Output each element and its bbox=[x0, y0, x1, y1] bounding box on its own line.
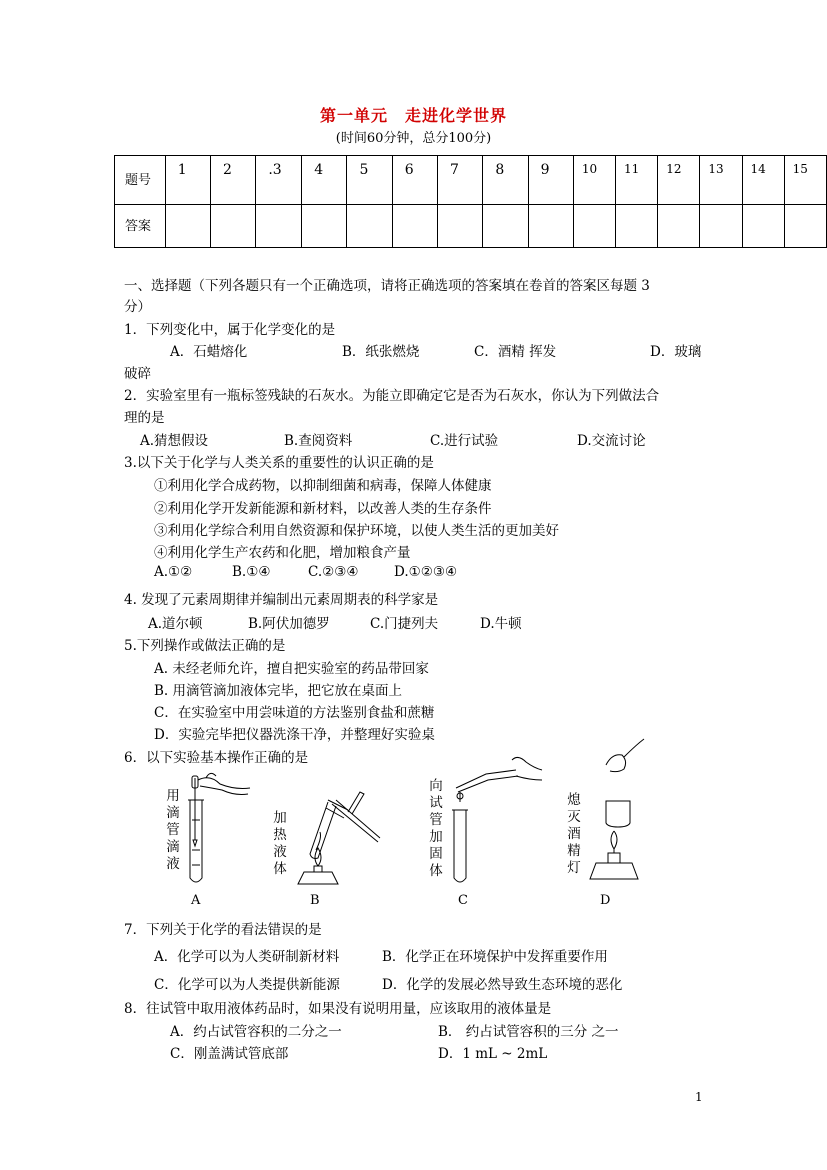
page-number: 1 bbox=[695, 1090, 703, 1104]
q5-option-b: B. 用滴管滴加液体完毕，把它放在桌面上 bbox=[154, 683, 403, 699]
q3-statement-4: ④利用化学生产农药和化肥，增加粮食产量 bbox=[154, 545, 411, 561]
answer-cell[interactable] bbox=[658, 205, 700, 248]
q1-option-b: B．纸张燃烧 bbox=[342, 344, 420, 360]
section-heading: 一、选择题（下列各题只有一个正确选项，请将正确选项的答案填在卷首的答案区每题 3 bbox=[124, 278, 650, 294]
q8-option-b: B． 约占试管容积的三分 之一 bbox=[438, 1024, 619, 1040]
answer-cell[interactable] bbox=[528, 205, 573, 248]
fig-c-label: C bbox=[458, 893, 468, 908]
fig-d-label: D bbox=[600, 893, 611, 908]
question-number-cell: 5 bbox=[347, 156, 392, 205]
q1-option-c: C．酒精 挥发 bbox=[474, 344, 557, 360]
answer-table-header-answer: 答案 bbox=[115, 205, 166, 248]
q7-stem: 7．下列关于化学的看法错误的是 bbox=[124, 922, 322, 938]
q3-statement-1: ①利用化学合成药物，以抑制细菌和病毒，保障人体健康 bbox=[154, 478, 492, 494]
answer-cell[interactable] bbox=[256, 205, 302, 248]
q2-option-d: D.交流讨论 bbox=[577, 433, 646, 449]
answer-cell[interactable] bbox=[742, 205, 784, 248]
fig-a-caption: 用滴管滴液 bbox=[166, 788, 180, 872]
q1-option-d-cont: 破碎 bbox=[124, 366, 151, 382]
q1-option-a: A．石蜡熔化 bbox=[170, 344, 248, 360]
question-number-cell: 4 bbox=[302, 156, 347, 205]
answer-table-answer-row bbox=[115, 205, 827, 248]
q3-statement-3: ③利用化学综合利用自然资源和保护环境，以使人类生活的更加美好 bbox=[154, 523, 559, 539]
heating-liquid-figure bbox=[288, 772, 388, 892]
q2-stem-cont: 理的是 bbox=[124, 410, 165, 426]
q5-option-d: D．实验完毕把仪器洗涤干净，并整理好实验桌 bbox=[154, 727, 435, 743]
answer-cell[interactable] bbox=[700, 205, 742, 248]
answer-cell[interactable] bbox=[165, 205, 210, 248]
q5-option-a: A. 未经老师允许，擅自把实验室的药品带回家 bbox=[154, 661, 429, 677]
answer-cell[interactable] bbox=[211, 205, 256, 248]
answer-cell[interactable] bbox=[347, 205, 392, 248]
q3-option-b: B.①④ bbox=[232, 564, 271, 580]
question-number-cell: 15 bbox=[784, 156, 826, 205]
q6-stem: 6．以下实验基本操作正确的是 bbox=[124, 750, 309, 766]
answer-cell[interactable] bbox=[784, 205, 826, 248]
fig-b-caption: 加热液体 bbox=[273, 810, 287, 877]
answer-table bbox=[114, 155, 827, 248]
question-number-cell: 14 bbox=[742, 156, 784, 205]
question-number-cell: 12 bbox=[658, 156, 700, 205]
extinguishing-lamp-figure bbox=[584, 735, 654, 895]
q5-option-c: C．在实验室中用尝味道的方法鉴别食盐和蔗糖 bbox=[154, 705, 435, 721]
page-title: 第一单元 走进化学世界 bbox=[319, 106, 507, 125]
answer-cell[interactable] bbox=[616, 205, 658, 248]
q7-option-c: C．化学可以为人类提供新能源 bbox=[154, 977, 340, 993]
q8-option-a: A．约占试管容积的二分之一 bbox=[170, 1024, 342, 1040]
question-number-cell: 1 bbox=[165, 156, 210, 205]
fig-a-label: A bbox=[191, 893, 201, 908]
fig-d-caption: 熄灭酒精灯 bbox=[567, 792, 581, 876]
question-number-cell: 2 bbox=[211, 156, 256, 205]
q2-option-a: A.猜想假设 bbox=[140, 433, 209, 449]
q2-option-b: B.查阅资料 bbox=[284, 433, 353, 449]
q1-stem: 1．下列变化中，属于化学变化的是 bbox=[124, 322, 336, 338]
answer-cell[interactable] bbox=[392, 205, 437, 248]
fig-b-label: B bbox=[310, 893, 320, 908]
q8-option-c: C．刚盖满试管底部 bbox=[170, 1046, 289, 1062]
question-number-cell: 6 bbox=[392, 156, 437, 205]
q4-option-c: C.门捷列夫 bbox=[370, 616, 439, 632]
q3-statement-2: ②利用化学开发新能源和新材料，以改善人类的生存条件 bbox=[154, 501, 492, 517]
answer-cell[interactable] bbox=[483, 205, 528, 248]
question-number-cell: 10 bbox=[573, 156, 615, 205]
q4-option-a: A.道尔顿 bbox=[148, 616, 203, 632]
q3-option-a: A.①② bbox=[154, 564, 193, 580]
q2-stem: 2．实验室里有一瓶标签残缺的石灰水。为能立即确定它是否为石灰水，你认为下列做法合 bbox=[124, 388, 660, 404]
dropper-into-tube-figure bbox=[180, 770, 255, 890]
answer-cell[interactable] bbox=[302, 205, 347, 248]
answer-cell[interactable] bbox=[438, 205, 483, 248]
q7-option-b: B．化学正在环境保护中发挥重要作用 bbox=[382, 949, 608, 965]
q3-option-c: C.②③④ bbox=[308, 564, 359, 580]
question-number-cell: .3 bbox=[256, 156, 302, 205]
q3-stem: 3.以下关于化学与人类关系的重要性的认识正确的是 bbox=[124, 455, 434, 471]
q4-option-d: D.牛顿 bbox=[480, 616, 522, 632]
q8-stem: 8．往试管中取用液体药品时，如果没有说明用量，应该取用的液体量是 bbox=[124, 1001, 552, 1017]
q7-option-d: D．化学的发展必然导致生态环境的恶化 bbox=[382, 977, 623, 993]
page-subtitle: (时间60分钟，总分100分) bbox=[335, 131, 492, 146]
fig-c-caption: 向试管加固体 bbox=[429, 778, 443, 879]
q8-option-d: D．1 mL ~ 2mL bbox=[438, 1046, 548, 1062]
question-number-cell: 9 bbox=[528, 156, 573, 205]
q4-option-b: B.阿伏加德罗 bbox=[248, 616, 330, 632]
answer-cell[interactable] bbox=[573, 205, 615, 248]
q7-option-a: A．化学可以为人类研制新材料 bbox=[154, 949, 340, 965]
answer-table-header-question: 题号 bbox=[115, 156, 166, 205]
q4-stem: 4. 发现了元素周期律并编制出元素周期表的科学家是 bbox=[124, 592, 439, 608]
answer-table-number-row bbox=[115, 156, 827, 205]
question-number-cell: 7 bbox=[438, 156, 483, 205]
q2-option-c: C.进行试验 bbox=[430, 433, 499, 449]
adding-solid-figure bbox=[446, 750, 546, 890]
question-number-cell: 8 bbox=[483, 156, 528, 205]
q3-option-d: D.①②③④ bbox=[394, 564, 458, 580]
question-number-cell: 13 bbox=[700, 156, 742, 205]
q5-stem: 5.下列操作或做法正确的是 bbox=[124, 638, 286, 654]
q1-option-d: D．玻璃 bbox=[650, 344, 702, 360]
section-heading-cont: 分） bbox=[124, 299, 151, 315]
question-number-cell: 11 bbox=[616, 156, 658, 205]
